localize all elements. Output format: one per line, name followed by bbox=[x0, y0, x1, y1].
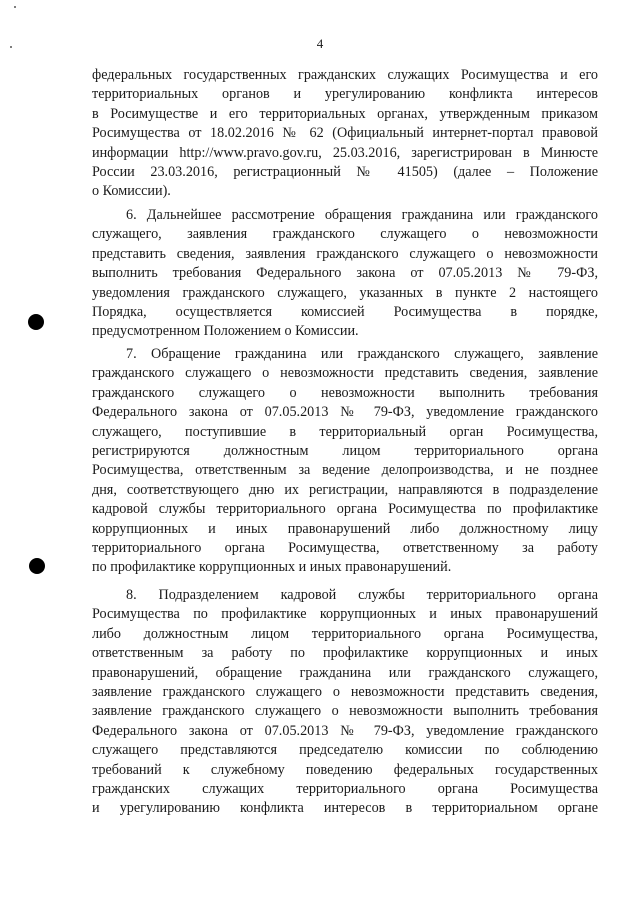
text-line: служащего, заявления гражданского служащего о невозможности bbox=[92, 226, 598, 243]
text-line: Федерального закона от 07.05.2013 № 79-ФЗ, уведомление гражданского bbox=[92, 722, 598, 739]
text-line: уведомления гражданского служащего, указанных в пункте 2 настоящего bbox=[92, 284, 598, 301]
text-line: России 23.03.2016, регистрационный № 41505) (далее – Положение bbox=[92, 163, 598, 180]
text-line: служащего, поступившие в территориальный орган Росимущества, bbox=[92, 423, 598, 440]
text-line: гражданского служащего о невозможности выполнить требования bbox=[92, 384, 598, 401]
text-line: ответственным за работу по профилактике коррупционных и иных bbox=[92, 645, 598, 662]
paragraph-item-8 bbox=[92, 586, 598, 819]
text-line: Порядка, осуществляется комиссией Росимущества в порядке, bbox=[92, 303, 598, 320]
text-line: дня, соответствующего дню их регистрации, направляются в подразделение bbox=[92, 481, 598, 498]
text-line: в Росимуществе и его территориальных органах, утвержденным приказом bbox=[92, 105, 598, 122]
text-line: 8. Подразделением кадровой службы территориального органа bbox=[126, 587, 598, 603]
paragraph-continuation bbox=[92, 66, 598, 202]
text-line: регистрируются должностным лицом территориального органа bbox=[92, 442, 598, 459]
text-line: федеральных государственных гражданских служащих Росимущества и его bbox=[92, 67, 598, 83]
text-line: коррупционных и иных правонарушений либо должностному лицу bbox=[92, 520, 598, 537]
text-line: заявление гражданского служащего о невозможности представить сведения, bbox=[92, 683, 598, 700]
text-line: выполнить требования Федерального закона от 07.05.2013 № 79-ФЗ, bbox=[92, 265, 598, 282]
text-line: гражданского служащего о невозможности представить сведения, заявление bbox=[92, 365, 598, 382]
text-line: территориальных органов и урегулированию конфликта интересов bbox=[92, 86, 598, 103]
text-line: информации http://www.pravo.gov.ru, 25.03.2016, зарегистрирован в Минюсте bbox=[92, 144, 598, 161]
text-line: правонарушений, обращение гражданина или гражданского служащего, bbox=[92, 664, 598, 681]
scan-speck bbox=[14, 6, 16, 8]
text-line: заявление гражданского служащего о невозможности выполнить требования bbox=[92, 703, 598, 720]
punch-hole-upper bbox=[28, 314, 44, 330]
text-line: либо должностным лицом территориального органа Росимущества, bbox=[92, 625, 598, 642]
text-line: Росимущества по профилактике коррупционных и иных правонарушений bbox=[92, 606, 598, 623]
text-line: и урегулированию конфликта интересов в территориальном органе bbox=[92, 800, 598, 817]
text-line: кадровой службы территориального органа Росимущества по профилактике bbox=[92, 501, 598, 518]
text-line: Росимущества от 18.02.2016 № 62 (Официальный интернет-портал правовой bbox=[92, 125, 598, 142]
text-line: по профилактике коррупционных и иных правонарушений. bbox=[92, 559, 452, 576]
text-line: гражданских служащих территориального органа Росимущества bbox=[92, 780, 598, 797]
text-line: представить сведения, заявления гражданского служащего о невозможности bbox=[92, 245, 598, 262]
page-number: 4 bbox=[316, 36, 324, 51]
punch-hole-lower bbox=[29, 558, 45, 574]
text-line: служащего представляются председателю комиссии по соблюдению bbox=[92, 742, 598, 759]
text-line: 7. Обращение гражданина или гражданского служащего, заявление bbox=[126, 346, 598, 362]
paragraph-item-7 bbox=[92, 345, 598, 578]
paragraph-item-6 bbox=[92, 206, 598, 342]
text-line: о Комиссии). bbox=[92, 183, 171, 200]
text-line: Росимущества, ответственным за ведение делопроизводства, и не позднее bbox=[92, 462, 598, 479]
text-line: Федерального закона от 07.05.2013 № 79-ФЗ, уведомление гражданского bbox=[92, 404, 598, 421]
text-line: требований к служебному поведению федеральных государственных bbox=[92, 761, 598, 778]
text-line: 6. Дальнейшее рассмотрение обращения гражданина или гражданского bbox=[126, 207, 598, 223]
text-line: предусмотренном Положением о Комиссии. bbox=[92, 323, 359, 340]
text-line: территориального органа Росимущества, ответственному за работу bbox=[92, 539, 598, 556]
